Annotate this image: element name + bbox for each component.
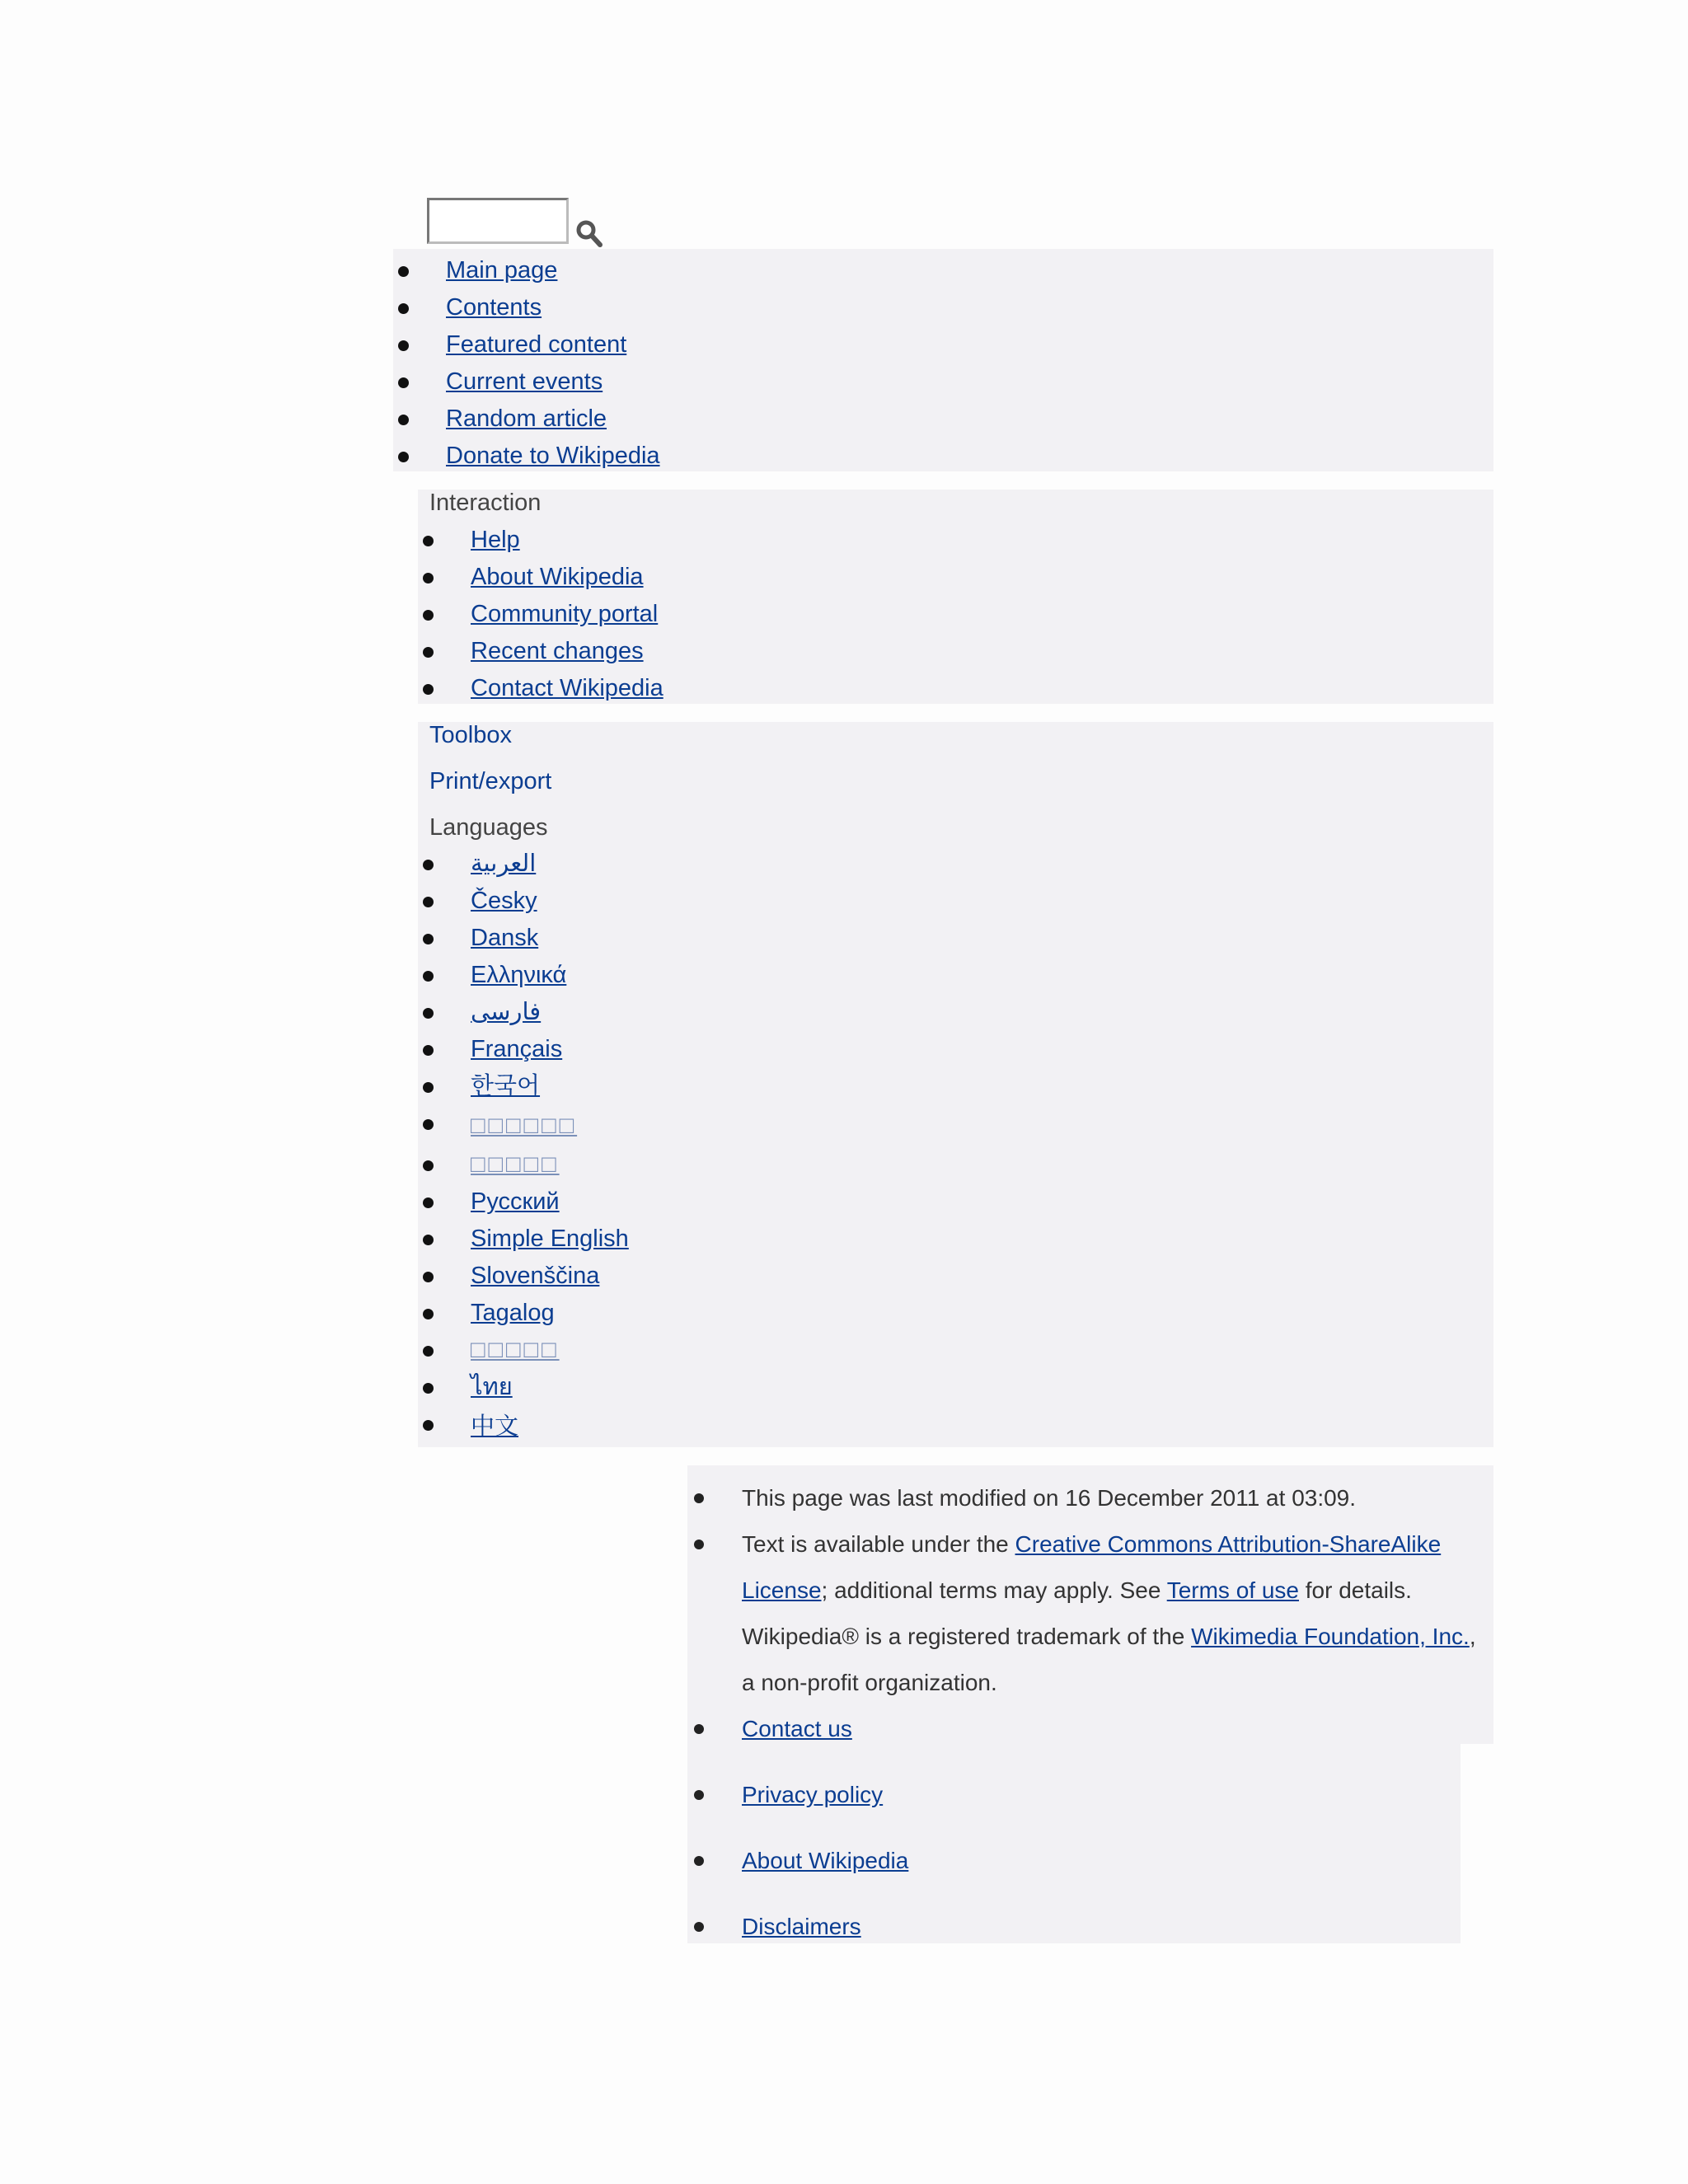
bullet <box>423 536 434 546</box>
last-modified-text: This page was last modified on 16 December 2011 at 03:09. <box>742 1485 1357 1511</box>
nav-item <box>446 252 660 289</box>
disclaimers-link[interactable]: Disclaimers <box>742 1914 861 1939</box>
bullet <box>694 1922 704 1932</box>
language-item <box>471 846 629 883</box>
nav-link-random-article[interactable]: Random article <box>446 405 607 432</box>
interaction-item <box>471 559 663 596</box>
language-item <box>471 1068 629 1105</box>
terms-of-use-link[interactable]: Terms of use <box>1166 1577 1299 1603</box>
contact-us-link[interactable]: Contact us <box>742 1716 852 1741</box>
interaction-link-contact[interactable]: Contact Wikipedia <box>471 675 663 701</box>
nav-item <box>446 401 660 438</box>
language-link-czech[interactable]: Česky <box>471 888 537 914</box>
privacy-policy-link[interactable]: Privacy policy <box>742 1782 884 1807</box>
interaction-link-about[interactable]: About Wikipedia <box>471 564 644 590</box>
bullet <box>398 452 409 462</box>
license-prefix: Text is available under the <box>742 1531 1015 1557</box>
interaction-item <box>471 596 663 633</box>
language-item <box>471 994 629 1031</box>
license-suffix: for details. <box>1298 1577 1412 1603</box>
language-item <box>471 1146 629 1183</box>
navigation-list <box>446 252 660 475</box>
bullet <box>694 1540 704 1549</box>
bullet <box>398 377 409 388</box>
language-link-thai[interactable]: ไทย <box>471 1374 513 1400</box>
license-link-continued[interactable]: License <box>742 1577 822 1603</box>
license-link[interactable]: Creative Commons Attribution-ShareAlike <box>1015 1531 1442 1557</box>
nav-link-featured-content[interactable]: Featured content <box>446 331 627 358</box>
interaction-heading: Interaction <box>429 490 542 516</box>
toolbox-toggle[interactable]: Toolbox <box>429 722 512 748</box>
nav-link-contents[interactable]: Contents <box>446 294 542 321</box>
nav-link-donate[interactable]: Donate to Wikipedia <box>446 443 660 469</box>
language-link-persian[interactable]: فارسی <box>471 999 542 1025</box>
bullet <box>694 1493 704 1503</box>
bullet <box>398 266 409 277</box>
language-item <box>471 883 629 920</box>
nonprofit-text: a non-profit organization. <box>742 1670 997 1695</box>
bullet <box>398 303 409 314</box>
language-item <box>471 1183 629 1221</box>
language-item <box>471 1406 629 1447</box>
language-link-french[interactable]: Français <box>471 1036 563 1062</box>
languages-list <box>471 846 629 1447</box>
bullet <box>694 1790 704 1800</box>
bullet <box>423 1383 434 1394</box>
language-item <box>471 1295 629 1332</box>
license-line-1 <box>742 1521 1441 1568</box>
bullet <box>423 573 434 583</box>
wikimedia-foundation-link[interactable]: Wikimedia Foundation, Inc. <box>1191 1624 1470 1649</box>
interaction-link-recent-changes[interactable]: Recent changes <box>471 638 644 664</box>
language-link-simple-english[interactable]: Simple English <box>471 1226 629 1252</box>
search-input[interactable] <box>427 198 569 244</box>
language-link-tagalog[interactable]: Tagalog <box>471 1300 555 1326</box>
bullet <box>423 934 434 944</box>
language-link-chinese[interactable]: 中文 <box>471 1413 519 1440</box>
nav-item <box>446 438 660 475</box>
nav-link-main-page[interactable]: Main page <box>446 257 558 284</box>
bullet <box>423 1082 434 1093</box>
nav-item <box>446 326 660 363</box>
trademark-suffix: , <box>1469 1624 1476 1649</box>
bullet <box>423 1160 434 1171</box>
bullet <box>694 1856 704 1866</box>
bullet <box>423 647 434 658</box>
bullet <box>423 1008 434 1019</box>
nav-link-current-events[interactable]: Current events <box>446 368 603 395</box>
bullet <box>694 1724 704 1734</box>
language-link-unrendered-2[interactable]: □□□□□ <box>471 1151 560 1178</box>
language-link-slovenian[interactable]: Slovenščina <box>471 1263 600 1289</box>
bullet <box>423 897 434 907</box>
bullet <box>423 860 434 870</box>
language-link-greek[interactable]: Ελληνικά <box>471 962 567 988</box>
language-link-arabic[interactable]: العربية <box>471 851 537 877</box>
language-item <box>471 1221 629 1258</box>
interaction-item <box>471 670 663 707</box>
languages-heading: Languages <box>429 814 548 841</box>
nav-item <box>446 289 660 326</box>
bullet <box>423 1119 434 1130</box>
bullet <box>423 684 434 695</box>
language-link-danish[interactable]: Dansk <box>471 925 539 951</box>
trademark-prefix: Wikipedia® is a registered trademark of the <box>742 1624 1192 1649</box>
print-export-toggle[interactable]: Print/export <box>429 768 552 794</box>
language-item <box>471 920 629 957</box>
language-link-unrendered-3[interactable]: □□□□□ <box>471 1337 560 1363</box>
interaction-link-help[interactable]: Help <box>471 527 520 553</box>
nav-item <box>446 363 660 401</box>
license-mid-text: ; additional terms may apply. See <box>821 1577 1167 1603</box>
bullet <box>423 1235 434 1245</box>
bullet <box>398 415 409 425</box>
bullet <box>423 1045 434 1056</box>
language-item <box>471 1105 629 1146</box>
about-wikipedia-link[interactable]: About Wikipedia <box>742 1848 909 1873</box>
language-link-korean[interactable]: 한국어 <box>471 1073 541 1099</box>
bullet <box>398 340 409 351</box>
interaction-item <box>471 522 663 559</box>
interaction-link-community-portal[interactable]: Community portal <box>471 601 659 627</box>
bullet <box>423 1309 434 1319</box>
license-line-2 <box>742 1568 1412 1614</box>
language-item <box>471 1258 629 1295</box>
bullet <box>423 1272 434 1282</box>
language-item <box>471 1369 629 1406</box>
bullet <box>423 1420 434 1431</box>
language-item <box>471 1031 629 1068</box>
bullet <box>423 610 434 621</box>
search-icon[interactable] <box>575 219 603 247</box>
language-item <box>471 1332 629 1369</box>
interaction-list <box>471 522 663 707</box>
trademark-line <box>742 1614 1476 1660</box>
bullet <box>423 1197 434 1208</box>
language-item <box>471 957 629 994</box>
language-link-russian[interactable]: Русский <box>471 1188 560 1215</box>
interaction-item <box>471 633 663 670</box>
language-link-unrendered-1[interactable]: □□□□□□ <box>471 1113 578 1139</box>
bullet <box>423 971 434 982</box>
bullet <box>423 1346 434 1357</box>
